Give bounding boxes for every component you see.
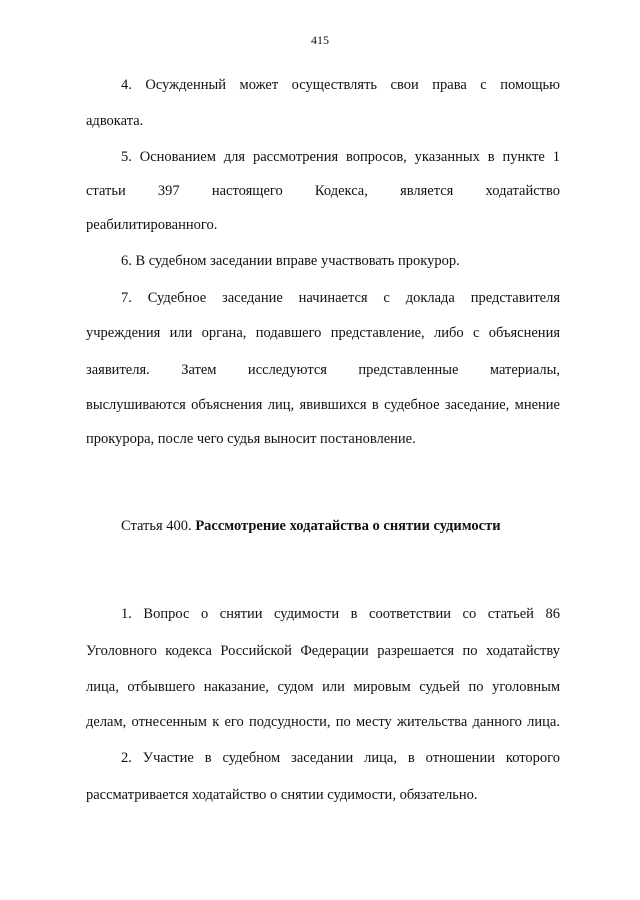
text-line: 4. Осужденный может осуществлять свои права с помощью [121,77,560,93]
text-line: прокурора, после чего судья выносит постановление. [86,431,416,447]
text-line: делам, отнесенным к его подсудности, по месту жительства данного лица. [86,714,560,730]
article-label: Статья 400. [121,518,192,534]
text-line: 7. Судебное заседание начинается с доклада представителя [121,290,560,306]
page-number: 415 [311,33,329,47]
text-line: заявителя. Затем исследуются представленные материалы, [86,362,560,378]
text-line: выслушиваются объяснения лиц, явившихся в судебное заседание, мнение [86,397,560,413]
text-line: реабилитированного. [86,217,218,233]
text-line: статьи 397 настоящего Кодекса, является ходатайство [86,183,560,199]
text-line: адвоката. [86,113,144,129]
text-line: Уголовного кодекса Российской Федерации разрешается по ходатайству [86,643,560,659]
article-title: Рассмотрение ходатайства о снятии судимости [195,518,501,534]
text-line: лица, отбывшего наказание, судом или мировым судьей по уголовным [86,679,560,695]
text-line: 1. Вопрос о снятии судимости в соответствии со статьей 86 [121,606,560,622]
text-line: 2. Участие в судебном заседании лица, в отношении которого [121,750,560,766]
text-line: 6. В судебном заседании вправе участвовать прокурор. [121,253,460,269]
text-line: рассматривается ходатайство о снятии судимости, обязательно. [86,787,478,803]
text-line: учреждения или органа, подавшего представление, либо с объяснения [86,325,560,341]
text-line: 5. Основанием для рассмотрения вопросов, указанных в пункте 1 [121,149,560,165]
article-heading [121,517,501,535]
